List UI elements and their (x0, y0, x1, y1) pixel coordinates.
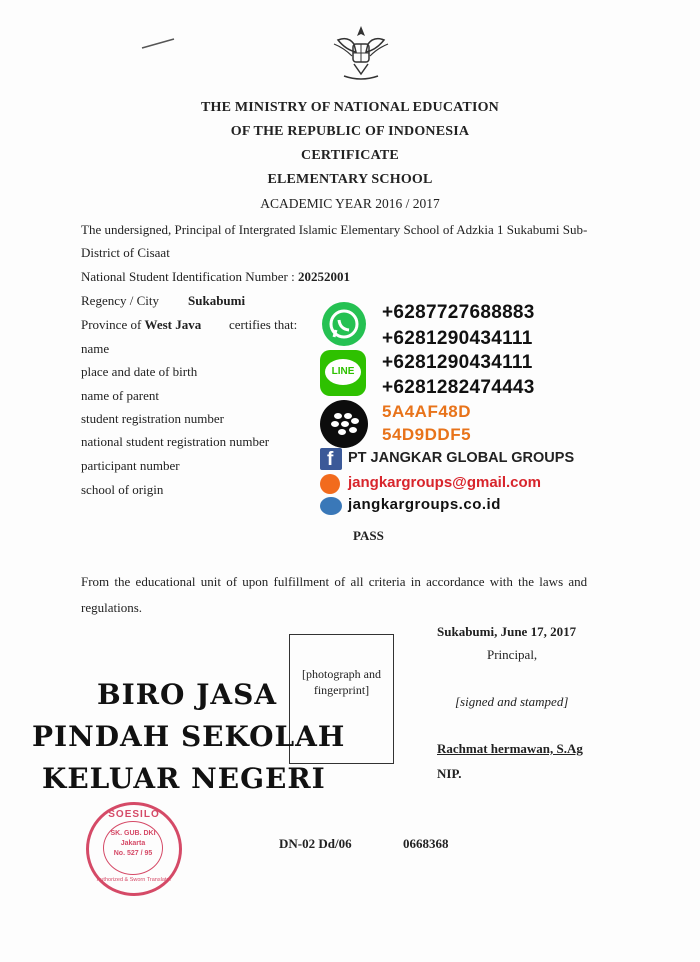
name-label: name (81, 341, 110, 356)
participant-label: participant number (81, 458, 180, 473)
stamp-inner-ring (103, 821, 163, 875)
translator-stamp (86, 802, 182, 896)
stamp-inner-1: SK. GUB. DKI (110, 830, 156, 837)
pen-mark (140, 36, 176, 50)
nsin-label: National Student Identification Number : (81, 269, 295, 284)
bbm-pin-1: 5A4AF48D (382, 402, 472, 421)
province-value: West Java (144, 317, 202, 332)
result-pass: PASS (353, 528, 384, 543)
national-reg-label: national student registration number (81, 434, 270, 449)
regency-label: Regency / City (81, 293, 159, 308)
statement-line-1: From the educational unit of upon fulfillment of all criteria in accordance with the laws and (81, 574, 588, 589)
signed-note: [signed and stamped] (455, 694, 569, 709)
line-number-1: +6281290434111 (382, 352, 533, 373)
line-icon-label: LINE (331, 366, 355, 377)
regency-value: Sukabumi (188, 293, 246, 308)
intro-line-2: District of Cisaat (81, 245, 170, 260)
parent-label: name of parent (81, 388, 159, 403)
nsin-value: 20252001 (297, 269, 350, 284)
academic-year: ACADEMIC YEAR 2016 / 2017 (260, 196, 440, 211)
stamp-top-text: SOESILO (108, 809, 160, 820)
photo-line-1: [photograph and (302, 667, 381, 681)
school-level-title: ELEMENTARY SCHOOL (267, 172, 433, 187)
intro-line-1: The undersigned, Principal of Intergrated Islamic Elementary School of Adzkia 1 Sukabumi Sub- (81, 222, 588, 237)
garuda-emblem-icon (330, 22, 392, 84)
province-label: Province of (81, 317, 142, 332)
blackberry-icon (320, 400, 368, 448)
stamp-inner-3: No. 527 / 95 (113, 850, 153, 857)
photo-line-2: fingerprint] (313, 683, 370, 697)
nip-label: NIP. (437, 766, 462, 781)
globe-icon (320, 497, 342, 515)
line-app-icon (320, 350, 366, 396)
facebook-name: PT JANGKAR GLOBAL GROUPS (348, 450, 575, 466)
certificate-title: CERTIFICATE (301, 148, 399, 163)
student-reg-label: student registration number (81, 411, 224, 426)
whatsapp-number-2: +6281290434111 (382, 328, 533, 349)
line-number-2: +6281282474443 (382, 377, 535, 398)
birth-label: place and date of birth (81, 364, 198, 379)
whatsapp-number-1: +6287727688883 (382, 302, 535, 323)
document-number: 0668368 (403, 836, 449, 851)
biro-line-2: PINDAH SEKOLAH (32, 720, 346, 753)
province-row (81, 317, 201, 333)
certifies-text: certifies that: (229, 317, 298, 332)
biro-line-1: BIRO JASA (97, 678, 278, 711)
principal-role: Principal, (487, 647, 538, 662)
stamp-inner-2: Jakarta (120, 840, 146, 847)
email-icon (320, 474, 340, 494)
stamp-ring-text: Authorized & Sworn Translator (96, 877, 172, 883)
nsin-row (81, 269, 350, 285)
bbm-pin-2: 54D9DDF5 (382, 425, 472, 444)
republic-title: OF THE REPUBLIC OF INDONESIA (230, 124, 470, 139)
origin-label: school of origin (81, 482, 164, 497)
statement-line-2: regulations. (81, 600, 143, 615)
document-code: DN-02 Dd/06 (279, 836, 352, 851)
whatsapp-icon (322, 302, 366, 346)
email-address: jangkargroups@gmail.com (348, 474, 542, 491)
website: jangkargroups.co.id (348, 496, 501, 513)
facebook-icon: f (320, 448, 342, 470)
principal-name: Rachmat hermawan, S.Ag (437, 741, 583, 756)
biro-line-3: KELUAR NEGERI (42, 762, 326, 795)
place-date: Sukabumi, June 17, 2017 (437, 624, 577, 639)
ministry-title: THE MINISTRY OF NATIONAL EDUCATION (200, 100, 499, 115)
